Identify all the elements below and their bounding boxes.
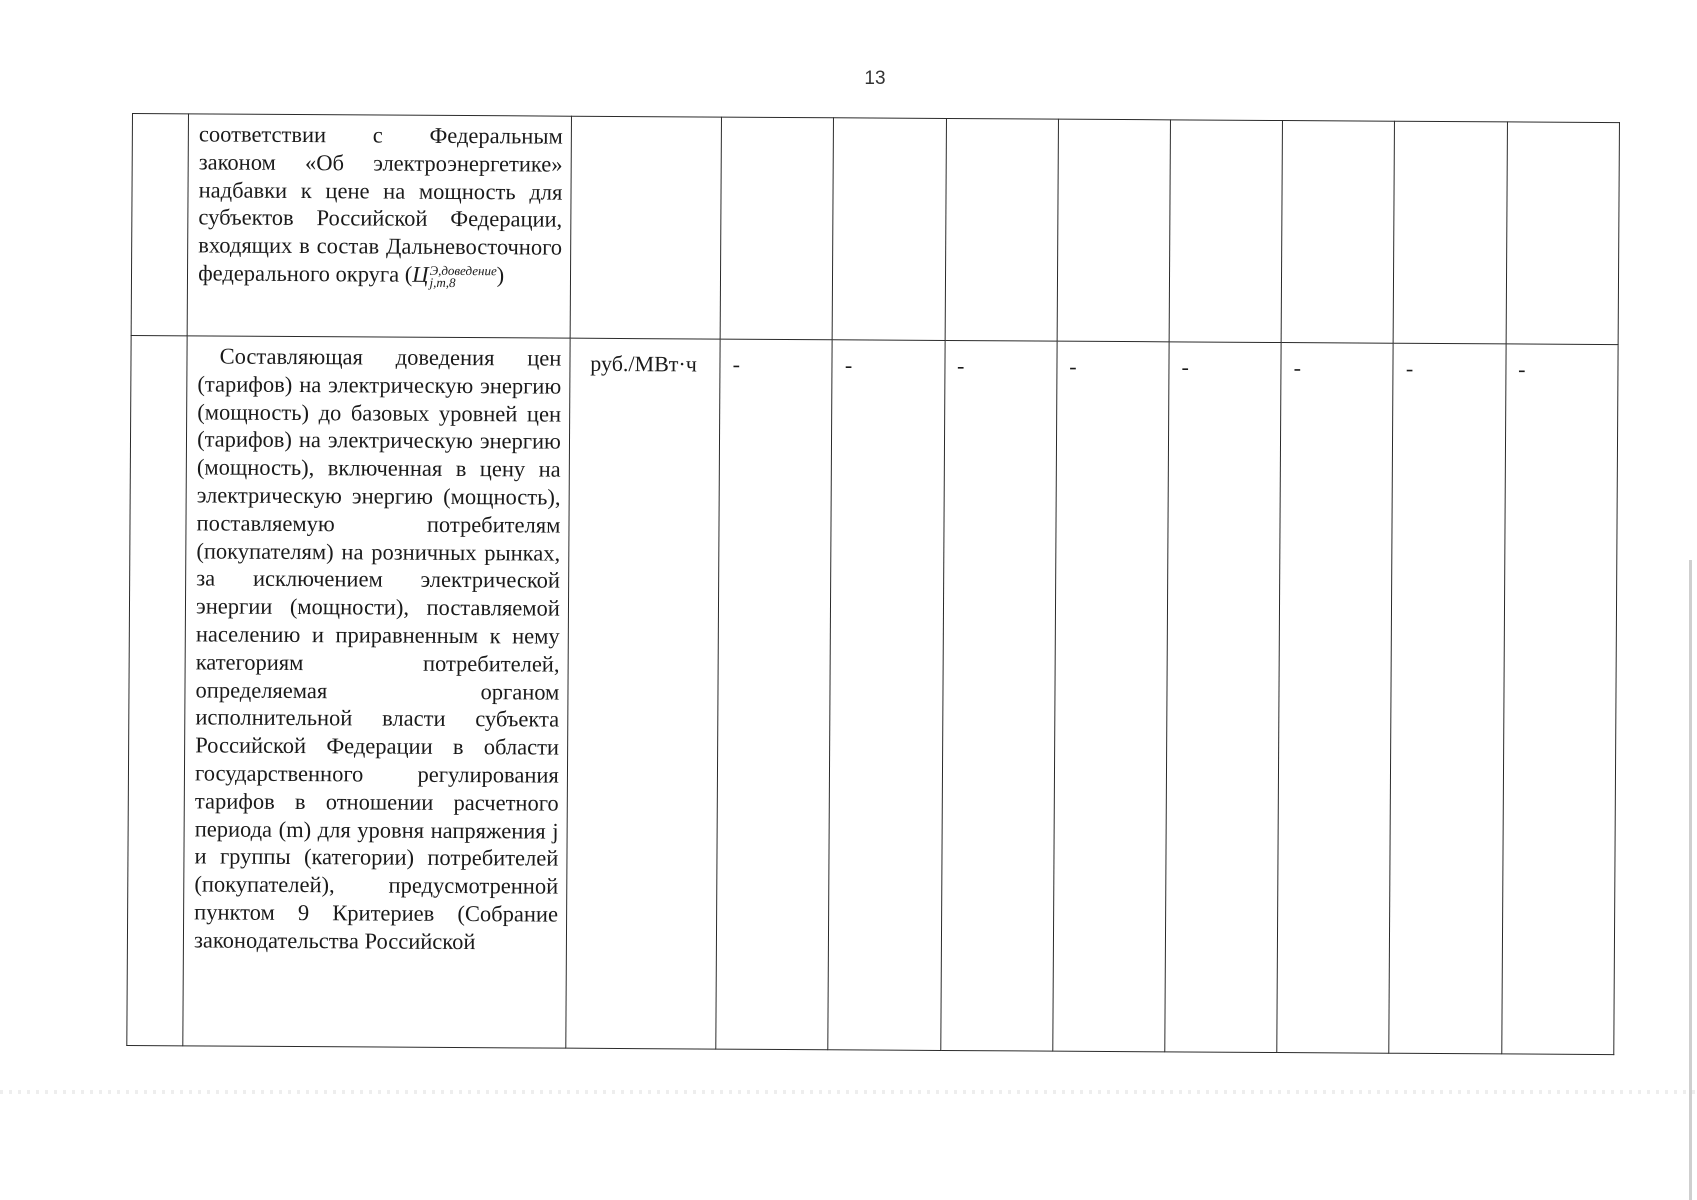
row-number-cell	[131, 114, 188, 336]
value-dash: -	[1518, 356, 1526, 382]
description-cell	[187, 114, 571, 338]
value-cell	[940, 340, 1057, 1051]
value-cell	[1053, 341, 1170, 1052]
page-number: 13	[864, 68, 886, 89]
value-cell	[1394, 121, 1508, 344]
value-cell	[1281, 121, 1395, 344]
value-dash: -	[1181, 354, 1189, 380]
unit-label: руб./МВт·ч	[590, 350, 697, 377]
tariff-table	[126, 113, 1620, 1055]
row-number-cell	[127, 335, 187, 1045]
value-cell	[833, 118, 947, 341]
value-cell	[1277, 343, 1394, 1054]
scan-artifact-bottom	[0, 1090, 1697, 1094]
value-cell	[1389, 343, 1506, 1054]
unit-cell	[566, 338, 721, 1049]
value-cell	[1057, 119, 1171, 342]
value-cell	[828, 340, 945, 1051]
value-cell	[1501, 344, 1618, 1055]
table-row	[131, 114, 1619, 345]
value-dash: -	[1293, 355, 1302, 381]
formula-symbol: Ц	[412, 261, 429, 287]
value-cell	[716, 339, 833, 1050]
table-row	[127, 335, 1618, 1054]
description-cell	[183, 336, 570, 1048]
value-cell	[1165, 342, 1282, 1053]
value-cell	[945, 118, 1059, 341]
value-cell	[1506, 122, 1620, 345]
value-dash: -	[957, 353, 965, 379]
value-dash: -	[732, 351, 741, 377]
description-text: Составляющая доведения цен (тарифов) на электрическую энергию (мощность) до базовых уровней цен (тарифов) на электрическую энергию (мощность), включенная в цену на электрическую энергию (мощность), поставляемую потребителям (покупателям) на розничных рынках, за исключением электрической энергии (мощности), поставляемой населению и приравненным к нему категориям потребителей, определяемая органом исполнительной власти субъекта Российской Федерации в области государственного регулирования тарифов в отношении расчетного периода (m) для уровня напряжения j и группы (категории) потребителей (покупателей), предусмотренной пунктом 9 Критериев (Собрание законодательства Российской	[193, 343, 562, 954]
value-dash: -	[1069, 353, 1077, 379]
scan-artifact-right	[1689, 560, 1692, 1200]
value-cell	[1169, 120, 1283, 343]
formula-indices: Э,доведение j,m,8	[429, 262, 497, 290]
value-cell	[720, 117, 834, 340]
value-dash: -	[844, 352, 853, 378]
value-dash: -	[1405, 355, 1414, 381]
unit-cell	[570, 116, 722, 339]
description-text: соответствии с Федеральным законом «Об электроэнергетике» надбавки к цене на мощность для субъектов Российской Федерации, входящих в состав Дальневосточного федерального округа (Ц Э,доведение j,m,8 )	[198, 121, 563, 290]
